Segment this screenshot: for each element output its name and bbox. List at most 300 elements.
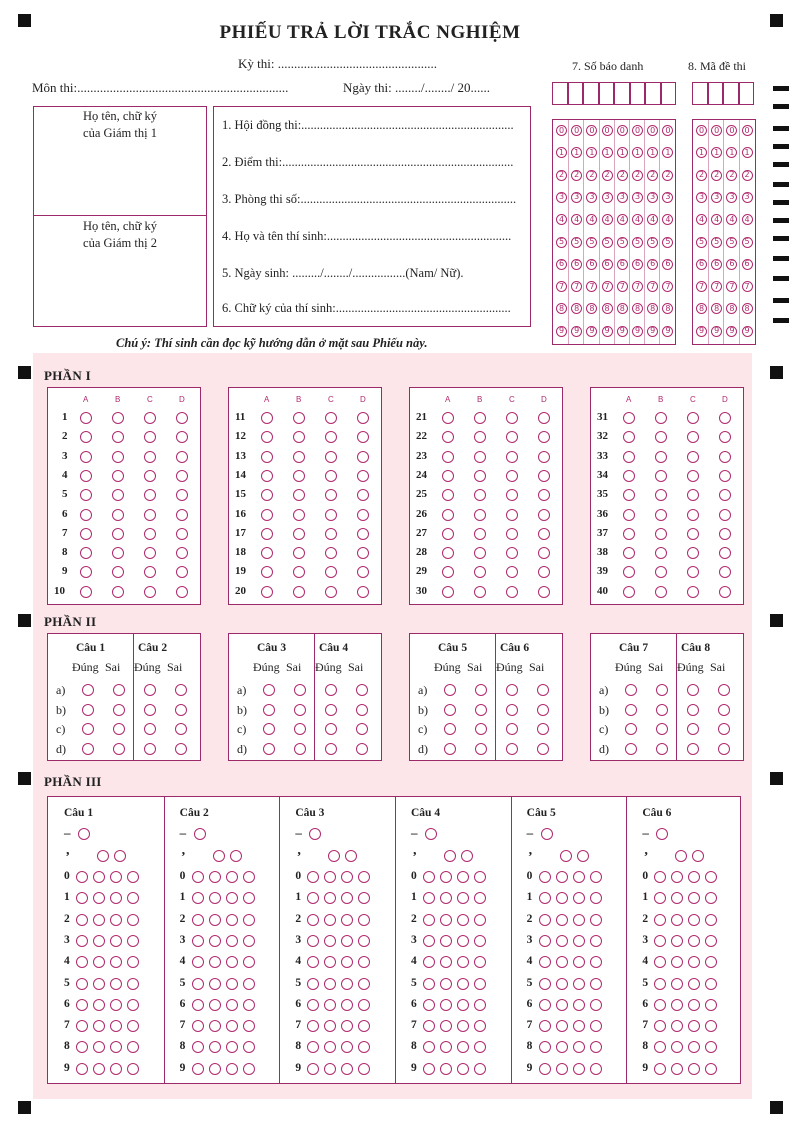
minus-bubble[interactable] bbox=[309, 828, 321, 840]
digit-bubble[interactable] bbox=[654, 914, 666, 926]
digit-bubble[interactable] bbox=[324, 871, 336, 883]
digit-bubble[interactable] bbox=[705, 978, 717, 990]
answer-bubble[interactable] bbox=[176, 470, 188, 482]
digit-bubble[interactable] bbox=[324, 1063, 336, 1075]
answer-bubble[interactable] bbox=[261, 528, 273, 540]
answer-bubble[interactable] bbox=[357, 451, 369, 463]
answer-bubble[interactable] bbox=[655, 586, 667, 598]
answer-bubble[interactable] bbox=[357, 412, 369, 424]
answer-bubble[interactable] bbox=[144, 528, 156, 540]
digit-bubble[interactable]: 9 bbox=[742, 326, 753, 337]
digit-bubble[interactable] bbox=[654, 1041, 666, 1053]
digit-bubble[interactable] bbox=[705, 935, 717, 947]
digit-bubble[interactable] bbox=[341, 935, 353, 947]
answer-bubble[interactable] bbox=[357, 509, 369, 521]
answer-bubble[interactable] bbox=[687, 547, 699, 559]
digit-bubble[interactable] bbox=[556, 1020, 568, 1032]
false-bubble[interactable] bbox=[718, 704, 730, 716]
digit-bubble[interactable] bbox=[209, 978, 221, 990]
answer-bubble[interactable] bbox=[623, 586, 635, 598]
digit-bubble[interactable]: 5 bbox=[602, 237, 613, 248]
digit-bubble[interactable] bbox=[457, 1063, 469, 1075]
digit-bubble[interactable] bbox=[474, 914, 486, 926]
digit-bubble[interactable] bbox=[341, 978, 353, 990]
digit-bubble[interactable]: 7 bbox=[571, 281, 582, 292]
answer-bubble[interactable] bbox=[506, 528, 518, 540]
digit-bubble[interactable]: 4 bbox=[647, 214, 658, 225]
digit-bubble[interactable] bbox=[324, 892, 336, 904]
true-bubble[interactable] bbox=[687, 743, 699, 755]
digit-bubble[interactable] bbox=[705, 871, 717, 883]
false-bubble[interactable] bbox=[356, 743, 368, 755]
false-bubble[interactable] bbox=[175, 704, 187, 716]
true-bubble[interactable] bbox=[687, 704, 699, 716]
answer-bubble[interactable] bbox=[112, 451, 124, 463]
comma-bubble[interactable] bbox=[114, 850, 126, 862]
digit-bubble[interactable] bbox=[423, 892, 435, 904]
digit-bubble[interactable] bbox=[209, 1020, 221, 1032]
answer-bubble[interactable] bbox=[687, 509, 699, 521]
digit-bubble[interactable]: 9 bbox=[726, 326, 737, 337]
digit-bubble[interactable] bbox=[110, 978, 122, 990]
digit-entry-box[interactable] bbox=[708, 82, 724, 105]
digit-bubble[interactable]: 6 bbox=[696, 259, 707, 270]
digit-bubble[interactable]: 6 bbox=[602, 259, 613, 270]
answer-bubble[interactable] bbox=[538, 566, 550, 578]
digit-bubble[interactable]: 3 bbox=[632, 192, 643, 203]
answer-bubble[interactable] bbox=[325, 451, 337, 463]
digit-bubble[interactable]: 2 bbox=[711, 170, 722, 181]
digit-bubble[interactable] bbox=[688, 871, 700, 883]
digit-bubble[interactable] bbox=[127, 1041, 139, 1053]
digit-bubble[interactable] bbox=[127, 914, 139, 926]
digit-bubble[interactable]: 9 bbox=[602, 326, 613, 337]
digit-bubble[interactable]: 8 bbox=[711, 303, 722, 314]
answer-bubble[interactable] bbox=[293, 470, 305, 482]
digit-bubble[interactable]: 6 bbox=[711, 259, 722, 270]
digit-bubble[interactable] bbox=[590, 1020, 602, 1032]
false-bubble[interactable] bbox=[294, 704, 306, 716]
answer-bubble[interactable] bbox=[687, 489, 699, 501]
digit-bubble[interactable]: 8 bbox=[556, 303, 567, 314]
digit-entry-box[interactable] bbox=[645, 82, 661, 105]
true-bubble[interactable] bbox=[263, 743, 275, 755]
digit-bubble[interactable] bbox=[556, 956, 568, 968]
answer-bubble[interactable] bbox=[325, 586, 337, 598]
digit-bubble[interactable] bbox=[457, 1041, 469, 1053]
digit-bubble[interactable] bbox=[243, 935, 255, 947]
digit-bubble[interactable] bbox=[590, 871, 602, 883]
answer-bubble[interactable] bbox=[474, 470, 486, 482]
digit-bubble[interactable] bbox=[209, 914, 221, 926]
digit-bubble[interactable] bbox=[341, 956, 353, 968]
digit-bubble[interactable]: 6 bbox=[632, 259, 643, 270]
true-bubble[interactable] bbox=[506, 704, 518, 716]
answer-bubble[interactable] bbox=[357, 586, 369, 598]
answer-bubble[interactable] bbox=[655, 566, 667, 578]
comma-bubble[interactable] bbox=[97, 850, 109, 862]
digit-bubble[interactable] bbox=[341, 914, 353, 926]
digit-bubble[interactable] bbox=[671, 1041, 683, 1053]
answer-bubble[interactable] bbox=[261, 470, 273, 482]
answer-bubble[interactable] bbox=[506, 451, 518, 463]
digit-bubble[interactable]: 2 bbox=[571, 170, 582, 181]
answer-bubble[interactable] bbox=[506, 489, 518, 501]
answer-bubble[interactable] bbox=[80, 586, 92, 598]
digit-bubble[interactable] bbox=[192, 935, 204, 947]
false-bubble[interactable] bbox=[718, 723, 730, 735]
answer-bubble[interactable] bbox=[261, 509, 273, 521]
digit-bubble[interactable] bbox=[654, 1063, 666, 1075]
digit-bubble[interactable] bbox=[556, 914, 568, 926]
digit-bubble[interactable] bbox=[127, 978, 139, 990]
answer-bubble[interactable] bbox=[442, 431, 454, 443]
answer-bubble[interactable] bbox=[687, 451, 699, 463]
answer-bubble[interactable] bbox=[655, 489, 667, 501]
answer-bubble[interactable] bbox=[261, 489, 273, 501]
digit-bubble[interactable] bbox=[590, 914, 602, 926]
false-bubble[interactable] bbox=[113, 684, 125, 696]
digit-bubble[interactable]: 2 bbox=[617, 170, 628, 181]
digit-bubble[interactable] bbox=[457, 978, 469, 990]
digit-bubble[interactable] bbox=[688, 999, 700, 1011]
digit-bubble[interactable] bbox=[243, 1041, 255, 1053]
digit-bubble[interactable]: 3 bbox=[556, 192, 567, 203]
digit-bubble[interactable]: 2 bbox=[586, 170, 597, 181]
digit-bubble[interactable]: 1 bbox=[602, 147, 613, 158]
answer-bubble[interactable] bbox=[325, 489, 337, 501]
digit-bubble[interactable] bbox=[671, 935, 683, 947]
digit-bubble[interactable]: 6 bbox=[586, 259, 597, 270]
digit-bubble[interactable]: 8 bbox=[617, 303, 628, 314]
digit-bubble[interactable] bbox=[226, 1020, 238, 1032]
answer-bubble[interactable] bbox=[144, 451, 156, 463]
digit-bubble[interactable] bbox=[358, 914, 370, 926]
false-bubble[interactable] bbox=[356, 684, 368, 696]
digit-bubble[interactable] bbox=[226, 956, 238, 968]
digit-bubble[interactable]: 4 bbox=[571, 214, 582, 225]
digit-bubble[interactable] bbox=[76, 1020, 88, 1032]
digit-entry-box[interactable] bbox=[630, 82, 646, 105]
answer-bubble[interactable] bbox=[506, 509, 518, 521]
digit-bubble[interactable] bbox=[539, 978, 551, 990]
answer-bubble[interactable] bbox=[474, 412, 486, 424]
digit-bubble[interactable] bbox=[474, 956, 486, 968]
true-bubble[interactable] bbox=[144, 743, 156, 755]
digit-bubble[interactable] bbox=[573, 871, 585, 883]
false-bubble[interactable] bbox=[175, 723, 187, 735]
digit-bubble[interactable] bbox=[705, 956, 717, 968]
digit-bubble[interactable] bbox=[76, 999, 88, 1011]
digit-bubble[interactable]: 3 bbox=[726, 192, 737, 203]
digit-bubble[interactable] bbox=[127, 956, 139, 968]
digit-bubble[interactable]: 9 bbox=[662, 326, 673, 337]
answer-bubble[interactable] bbox=[80, 451, 92, 463]
digit-bubble[interactable] bbox=[226, 978, 238, 990]
digit-bubble[interactable]: 8 bbox=[586, 303, 597, 314]
answer-bubble[interactable] bbox=[719, 586, 731, 598]
digit-bubble[interactable] bbox=[671, 871, 683, 883]
answer-bubble[interactable] bbox=[506, 431, 518, 443]
answer-bubble[interactable] bbox=[176, 431, 188, 443]
digit-bubble[interactable]: 2 bbox=[632, 170, 643, 181]
false-bubble[interactable] bbox=[656, 743, 668, 755]
digit-bubble[interactable]: 6 bbox=[726, 259, 737, 270]
digit-bubble[interactable] bbox=[539, 1020, 551, 1032]
digit-bubble[interactable] bbox=[226, 935, 238, 947]
digit-bubble[interactable] bbox=[688, 1020, 700, 1032]
answer-bubble[interactable] bbox=[506, 412, 518, 424]
digit-bubble[interactable] bbox=[590, 1063, 602, 1075]
digit-bubble[interactable] bbox=[556, 978, 568, 990]
answer-bubble[interactable] bbox=[538, 586, 550, 598]
minus-bubble[interactable] bbox=[656, 828, 668, 840]
digit-bubble[interactable]: 0 bbox=[742, 125, 753, 136]
answer-bubble[interactable] bbox=[325, 412, 337, 424]
digit-bubble[interactable] bbox=[209, 892, 221, 904]
digit-bubble[interactable]: 5 bbox=[632, 237, 643, 248]
digit-bubble[interactable] bbox=[688, 1041, 700, 1053]
answer-bubble[interactable] bbox=[538, 489, 550, 501]
answer-bubble[interactable] bbox=[176, 412, 188, 424]
digit-bubble[interactable] bbox=[671, 978, 683, 990]
answer-bubble[interactable] bbox=[719, 451, 731, 463]
true-bubble[interactable] bbox=[687, 684, 699, 696]
false-bubble[interactable] bbox=[113, 723, 125, 735]
digit-bubble[interactable] bbox=[324, 914, 336, 926]
digit-bubble[interactable]: 7 bbox=[602, 281, 613, 292]
digit-bubble[interactable] bbox=[440, 871, 452, 883]
answer-bubble[interactable] bbox=[293, 566, 305, 578]
digit-bubble[interactable] bbox=[110, 1063, 122, 1075]
digit-bubble[interactable]: 5 bbox=[556, 237, 567, 248]
digit-bubble[interactable]: 4 bbox=[742, 214, 753, 225]
digit-bubble[interactable] bbox=[76, 935, 88, 947]
digit-bubble[interactable]: 1 bbox=[647, 147, 658, 158]
digit-bubble[interactable]: 1 bbox=[571, 147, 582, 158]
digit-entry-box[interactable] bbox=[692, 82, 708, 105]
digit-bubble[interactable] bbox=[688, 914, 700, 926]
answer-bubble[interactable] bbox=[144, 509, 156, 521]
digit-bubble[interactable] bbox=[539, 956, 551, 968]
true-bubble[interactable] bbox=[263, 723, 275, 735]
digit-bubble[interactable]: 9 bbox=[617, 326, 628, 337]
answer-bubble[interactable] bbox=[144, 547, 156, 559]
digit-bubble[interactable] bbox=[423, 999, 435, 1011]
digit-bubble[interactable]: 4 bbox=[556, 214, 567, 225]
digit-bubble[interactable] bbox=[324, 1041, 336, 1053]
digit-bubble[interactable] bbox=[93, 999, 105, 1011]
answer-bubble[interactable] bbox=[261, 566, 273, 578]
answer-bubble[interactable] bbox=[357, 528, 369, 540]
digit-bubble[interactable]: 0 bbox=[696, 125, 707, 136]
answer-bubble[interactable] bbox=[655, 547, 667, 559]
answer-bubble[interactable] bbox=[538, 431, 550, 443]
digit-bubble[interactable]: 9 bbox=[571, 326, 582, 337]
digit-bubble[interactable] bbox=[209, 1063, 221, 1075]
comma-bubble[interactable] bbox=[345, 850, 357, 862]
digit-bubble[interactable] bbox=[457, 871, 469, 883]
answer-bubble[interactable] bbox=[80, 547, 92, 559]
answer-bubble[interactable] bbox=[655, 509, 667, 521]
digit-bubble[interactable] bbox=[654, 999, 666, 1011]
digit-bubble[interactable]: 6 bbox=[556, 259, 567, 270]
digit-entry-box[interactable] bbox=[599, 82, 615, 105]
answer-bubble[interactable] bbox=[176, 528, 188, 540]
digit-bubble[interactable]: 8 bbox=[726, 303, 737, 314]
digit-bubble[interactable]: 7 bbox=[556, 281, 567, 292]
digit-bubble[interactable] bbox=[688, 892, 700, 904]
digit-bubble[interactable]: 3 bbox=[617, 192, 628, 203]
answer-bubble[interactable] bbox=[687, 528, 699, 540]
answer-bubble[interactable] bbox=[442, 470, 454, 482]
digit-entry-box[interactable] bbox=[583, 82, 599, 105]
digit-bubble[interactable] bbox=[307, 999, 319, 1011]
digit-bubble[interactable]: 7 bbox=[617, 281, 628, 292]
digit-bubble[interactable] bbox=[556, 935, 568, 947]
digit-bubble[interactable] bbox=[440, 999, 452, 1011]
true-bubble[interactable] bbox=[144, 704, 156, 716]
digit-bubble[interactable] bbox=[474, 871, 486, 883]
digit-bubble[interactable]: 1 bbox=[632, 147, 643, 158]
digit-bubble[interactable] bbox=[539, 1041, 551, 1053]
answer-bubble[interactable] bbox=[474, 586, 486, 598]
digit-bubble[interactable]: 7 bbox=[742, 281, 753, 292]
digit-bubble[interactable] bbox=[76, 956, 88, 968]
digit-bubble[interactable] bbox=[590, 978, 602, 990]
digit-bubble[interactable]: 3 bbox=[711, 192, 722, 203]
answer-bubble[interactable] bbox=[655, 431, 667, 443]
digit-bubble[interactable]: 5 bbox=[647, 237, 658, 248]
answer-bubble[interactable] bbox=[623, 470, 635, 482]
digit-bubble[interactable] bbox=[110, 914, 122, 926]
answer-bubble[interactable] bbox=[538, 509, 550, 521]
digit-bubble[interactable] bbox=[457, 1020, 469, 1032]
digit-bubble[interactable] bbox=[127, 999, 139, 1011]
digit-bubble[interactable]: 8 bbox=[647, 303, 658, 314]
digit-bubble[interactable] bbox=[423, 1041, 435, 1053]
digit-bubble[interactable] bbox=[590, 999, 602, 1011]
digit-bubble[interactable] bbox=[93, 914, 105, 926]
exam-site-field[interactable]: 2. Điểm thi:.......................................................................... bbox=[222, 155, 514, 169]
answer-bubble[interactable] bbox=[112, 431, 124, 443]
digit-bubble[interactable] bbox=[209, 999, 221, 1011]
answer-bubble[interactable] bbox=[176, 586, 188, 598]
digit-bubble[interactable] bbox=[192, 956, 204, 968]
true-bubble[interactable] bbox=[82, 743, 94, 755]
digit-bubble[interactable] bbox=[192, 999, 204, 1011]
digit-bubble[interactable]: 3 bbox=[571, 192, 582, 203]
digit-bubble[interactable] bbox=[688, 978, 700, 990]
digit-bubble[interactable]: 0 bbox=[586, 125, 597, 136]
digit-bubble[interactable] bbox=[457, 999, 469, 1011]
digit-bubble[interactable]: 4 bbox=[696, 214, 707, 225]
digit-bubble[interactable] bbox=[243, 1063, 255, 1075]
minus-bubble[interactable] bbox=[541, 828, 553, 840]
digit-bubble[interactable]: 6 bbox=[662, 259, 673, 270]
digit-bubble[interactable] bbox=[705, 999, 717, 1011]
digit-bubble[interactable] bbox=[93, 1063, 105, 1075]
answer-bubble[interactable] bbox=[144, 470, 156, 482]
answer-bubble[interactable] bbox=[538, 412, 550, 424]
answer-bubble[interactable] bbox=[538, 470, 550, 482]
digit-bubble[interactable] bbox=[324, 1020, 336, 1032]
digit-bubble[interactable] bbox=[307, 935, 319, 947]
comma-bubble[interactable] bbox=[577, 850, 589, 862]
digit-bubble[interactable]: 7 bbox=[662, 281, 673, 292]
digit-bubble[interactable] bbox=[307, 914, 319, 926]
digit-bubble[interactable] bbox=[341, 1063, 353, 1075]
digit-bubble[interactable] bbox=[307, 1020, 319, 1032]
answer-bubble[interactable] bbox=[538, 451, 550, 463]
digit-bubble[interactable]: 3 bbox=[602, 192, 613, 203]
false-bubble[interactable] bbox=[718, 684, 730, 696]
digit-bubble[interactable] bbox=[556, 1041, 568, 1053]
digit-bubble[interactable] bbox=[423, 978, 435, 990]
digit-bubble[interactable]: 6 bbox=[617, 259, 628, 270]
answer-bubble[interactable] bbox=[442, 528, 454, 540]
digit-bubble[interactable]: 3 bbox=[662, 192, 673, 203]
answer-bubble[interactable] bbox=[80, 509, 92, 521]
digit-bubble[interactable] bbox=[93, 956, 105, 968]
digit-bubble[interactable] bbox=[226, 1041, 238, 1053]
digit-bubble[interactable] bbox=[307, 956, 319, 968]
answer-bubble[interactable] bbox=[719, 470, 731, 482]
answer-bubble[interactable] bbox=[687, 431, 699, 443]
answer-bubble[interactable] bbox=[357, 489, 369, 501]
digit-bubble[interactable] bbox=[474, 892, 486, 904]
false-bubble[interactable] bbox=[113, 704, 125, 716]
true-bubble[interactable] bbox=[444, 743, 456, 755]
answer-bubble[interactable] bbox=[144, 586, 156, 598]
digit-bubble[interactable] bbox=[654, 956, 666, 968]
digit-bubble[interactable] bbox=[423, 914, 435, 926]
digit-bubble[interactable]: 8 bbox=[571, 303, 582, 314]
answer-bubble[interactable] bbox=[261, 412, 273, 424]
digit-bubble[interactable] bbox=[539, 871, 551, 883]
digit-bubble[interactable]: 9 bbox=[632, 326, 643, 337]
digit-bubble[interactable] bbox=[209, 1041, 221, 1053]
answer-bubble[interactable] bbox=[144, 431, 156, 443]
true-bubble[interactable] bbox=[444, 704, 456, 716]
digit-bubble[interactable] bbox=[341, 999, 353, 1011]
digit-bubble[interactable] bbox=[440, 935, 452, 947]
false-bubble[interactable] bbox=[537, 743, 549, 755]
digit-bubble[interactable] bbox=[423, 1020, 435, 1032]
answer-bubble[interactable] bbox=[325, 509, 337, 521]
digit-bubble[interactable] bbox=[127, 892, 139, 904]
digit-bubble[interactable] bbox=[457, 956, 469, 968]
digit-bubble[interactable] bbox=[573, 1020, 585, 1032]
digit-bubble[interactable]: 1 bbox=[726, 147, 737, 158]
digit-bubble[interactable] bbox=[358, 871, 370, 883]
answer-bubble[interactable] bbox=[293, 547, 305, 559]
digit-bubble[interactable] bbox=[209, 935, 221, 947]
answer-bubble[interactable] bbox=[506, 566, 518, 578]
digit-bubble[interactable] bbox=[358, 1041, 370, 1053]
digit-bubble[interactable]: 3 bbox=[696, 192, 707, 203]
digit-bubble[interactable] bbox=[76, 978, 88, 990]
true-bubble[interactable] bbox=[325, 743, 337, 755]
comma-bubble[interactable] bbox=[461, 850, 473, 862]
digit-bubble[interactable] bbox=[573, 1041, 585, 1053]
digit-bubble[interactable] bbox=[474, 935, 486, 947]
digit-bubble[interactable] bbox=[474, 1041, 486, 1053]
answer-bubble[interactable] bbox=[474, 566, 486, 578]
answer-bubble[interactable] bbox=[325, 566, 337, 578]
answer-bubble[interactable] bbox=[442, 586, 454, 598]
true-bubble[interactable] bbox=[625, 743, 637, 755]
